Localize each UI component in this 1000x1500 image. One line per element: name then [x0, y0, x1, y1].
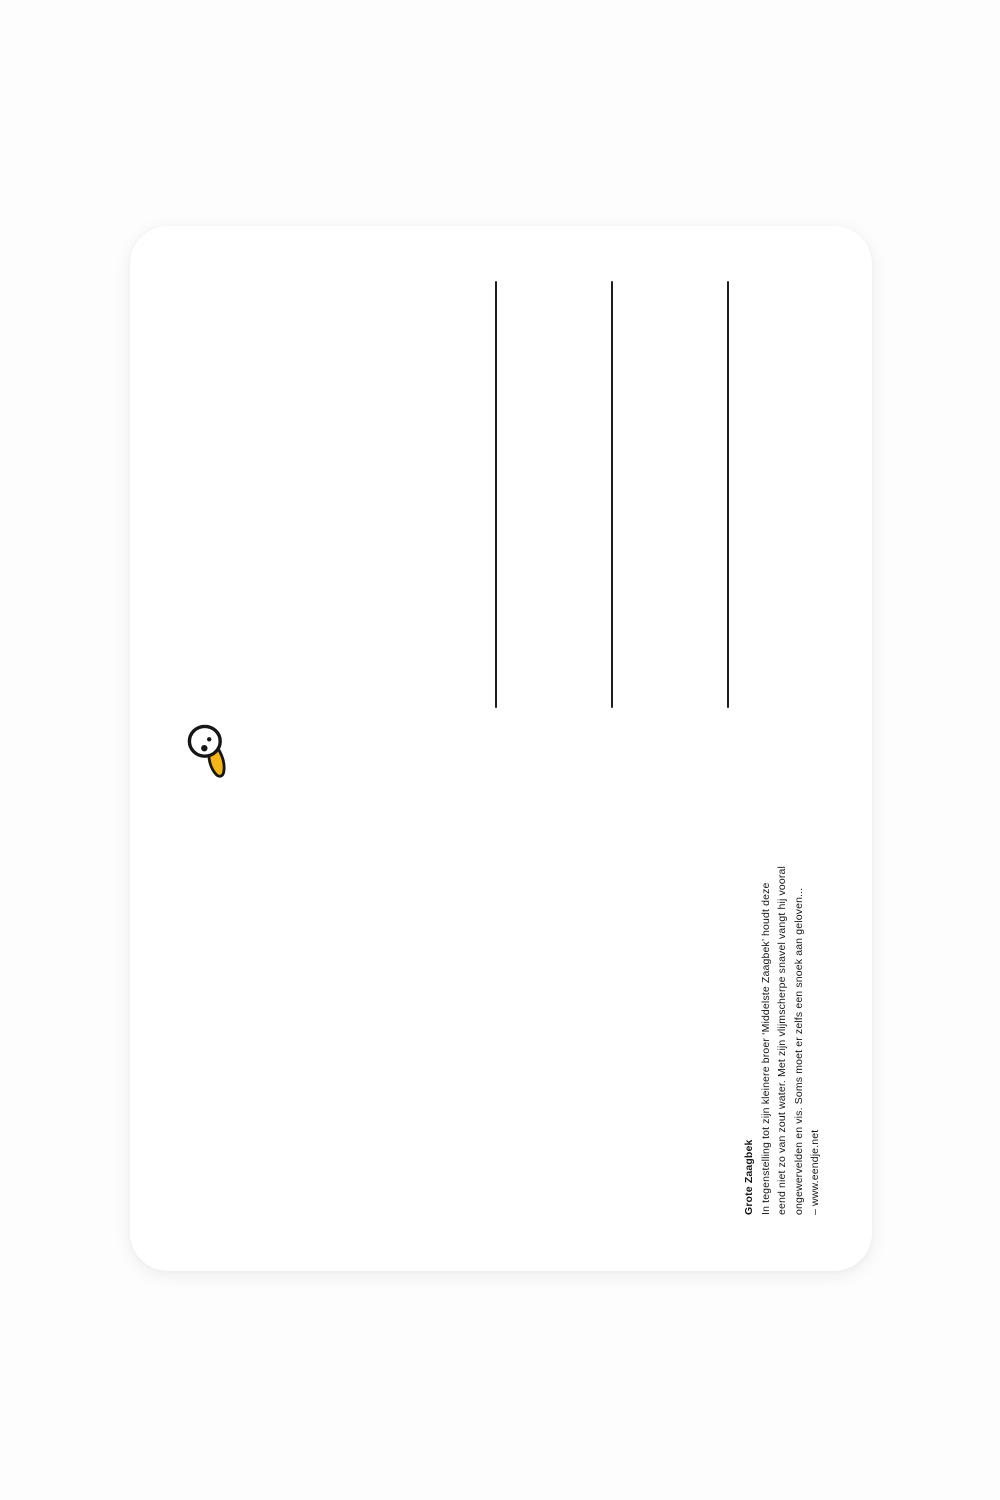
duck-nostril-dot [201, 745, 207, 751]
address-line-3 [727, 281, 729, 708]
duck-eye-dot [207, 737, 211, 741]
species-description-line-3: ongewervelden en vis. Soms moet er zelfs een snoek aan geloven... [792, 887, 805, 1215]
species-description-line-1: In tegenstelling tot zijn kleinere broer ‘Middelste Zaagbek’ houdt deze [759, 882, 772, 1215]
species-info-text [741, 823, 826, 1215]
species-title: Grote Zaagbek [743, 1139, 755, 1215]
postcard [130, 226, 872, 1271]
address-line-1 [495, 281, 497, 708]
address-line-2 [611, 281, 613, 708]
species-description-line-2: eend niet zo van zout water. Met zijn vlijmscherpe snavel vangt hij vooral [776, 865, 788, 1215]
duck-head-outline [189, 726, 220, 756]
duck-head-icon [181, 718, 229, 780]
species-info-block [741, 823, 826, 1215]
website-url: – www.eendje.net [809, 1129, 821, 1215]
